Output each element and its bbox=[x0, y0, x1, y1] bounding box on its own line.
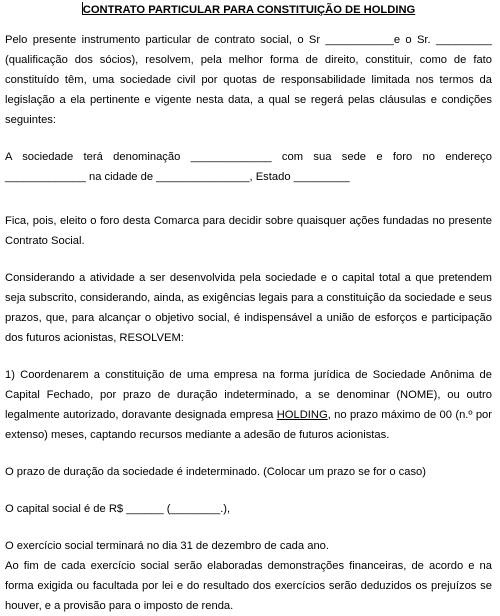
resolution-text-start: 1) Coordenarem a constituição de uma empresa na forma jurídica de Sociedade Anônima de Capital Fechado, por prazo de duração indeterminado, a se denominar (NOME), ou outro legalmente autorizado, doravante designada empresa bbox=[5, 369, 492, 421]
paragraph-considerations: Considerando a atividade a ser desenvolvida pela sociedade e o capital total a que pretendem seja subscrito, considerando, ainda, as exigências legais para a constituição da sociedade e seus prazos, que, para alcançar o objetivo social, é indispensável a união de esforços e participação dos futuros acionistas, RESOLVEM: bbox=[5, 272, 492, 344]
paragraph-parties: Pelo presente instrumento particular de contrato social, o Sr ___________e o Sr. _________ (qualificação dos sócios), resolvem, pela melhor forma de direito, constituir, como de fato constituído têm, uma sociedade civil por quotas de responsabilidade limitada nos termos da legislação a ela pertinente e vigente nesta data, a qual se regerá pelas cláusulas e condições seguintes: bbox=[5, 34, 492, 126]
paragraph-financial-statements: Ao fim de cada exercício social serão elaboradas demonstrações financeiras, de acordo e na forma exigida ou facultada por lei e do resultado dos exercícios serão deduzidos os prejuízos se houver, e a provisão para o imposto de renda. bbox=[5, 560, 492, 612]
document-body bbox=[5, 0, 492, 616]
paragraph-capital: O capital social é de R$ ______ (________.), bbox=[5, 503, 231, 515]
holding-term: HOLDING bbox=[276, 409, 328, 421]
paragraph-resolution-1 bbox=[5, 365, 492, 445]
paragraph-fiscal-year: O exercício social terminará no dia 31 de dezembro de cada ano. bbox=[5, 540, 330, 552]
paragraph-jurisdiction: Fica, pois, eleito o foro desta Comarca para decidir sobre quaisquer ações fundadas no presente Contrato Social. bbox=[5, 215, 492, 247]
document-title: CONTRATO PARTICULAR PARA CONSTITUIÇÃO DE HOLDING bbox=[82, 4, 416, 16]
resolution-text-end: , no prazo máximo de 00 (n.º por extenso) meses, captando recursos mediante a adesão de futuros acionistas. bbox=[5, 409, 492, 441]
paragraph-duration: O prazo de duração da sociedade é indeterminado. (Colocar um prazo se for o caso) bbox=[5, 466, 427, 478]
paragraph-denomination: A sociedade terá denominação _____________ com sua sede e foro no endereço _____________ na cidade de _______________, Estado _________ bbox=[5, 151, 492, 183]
